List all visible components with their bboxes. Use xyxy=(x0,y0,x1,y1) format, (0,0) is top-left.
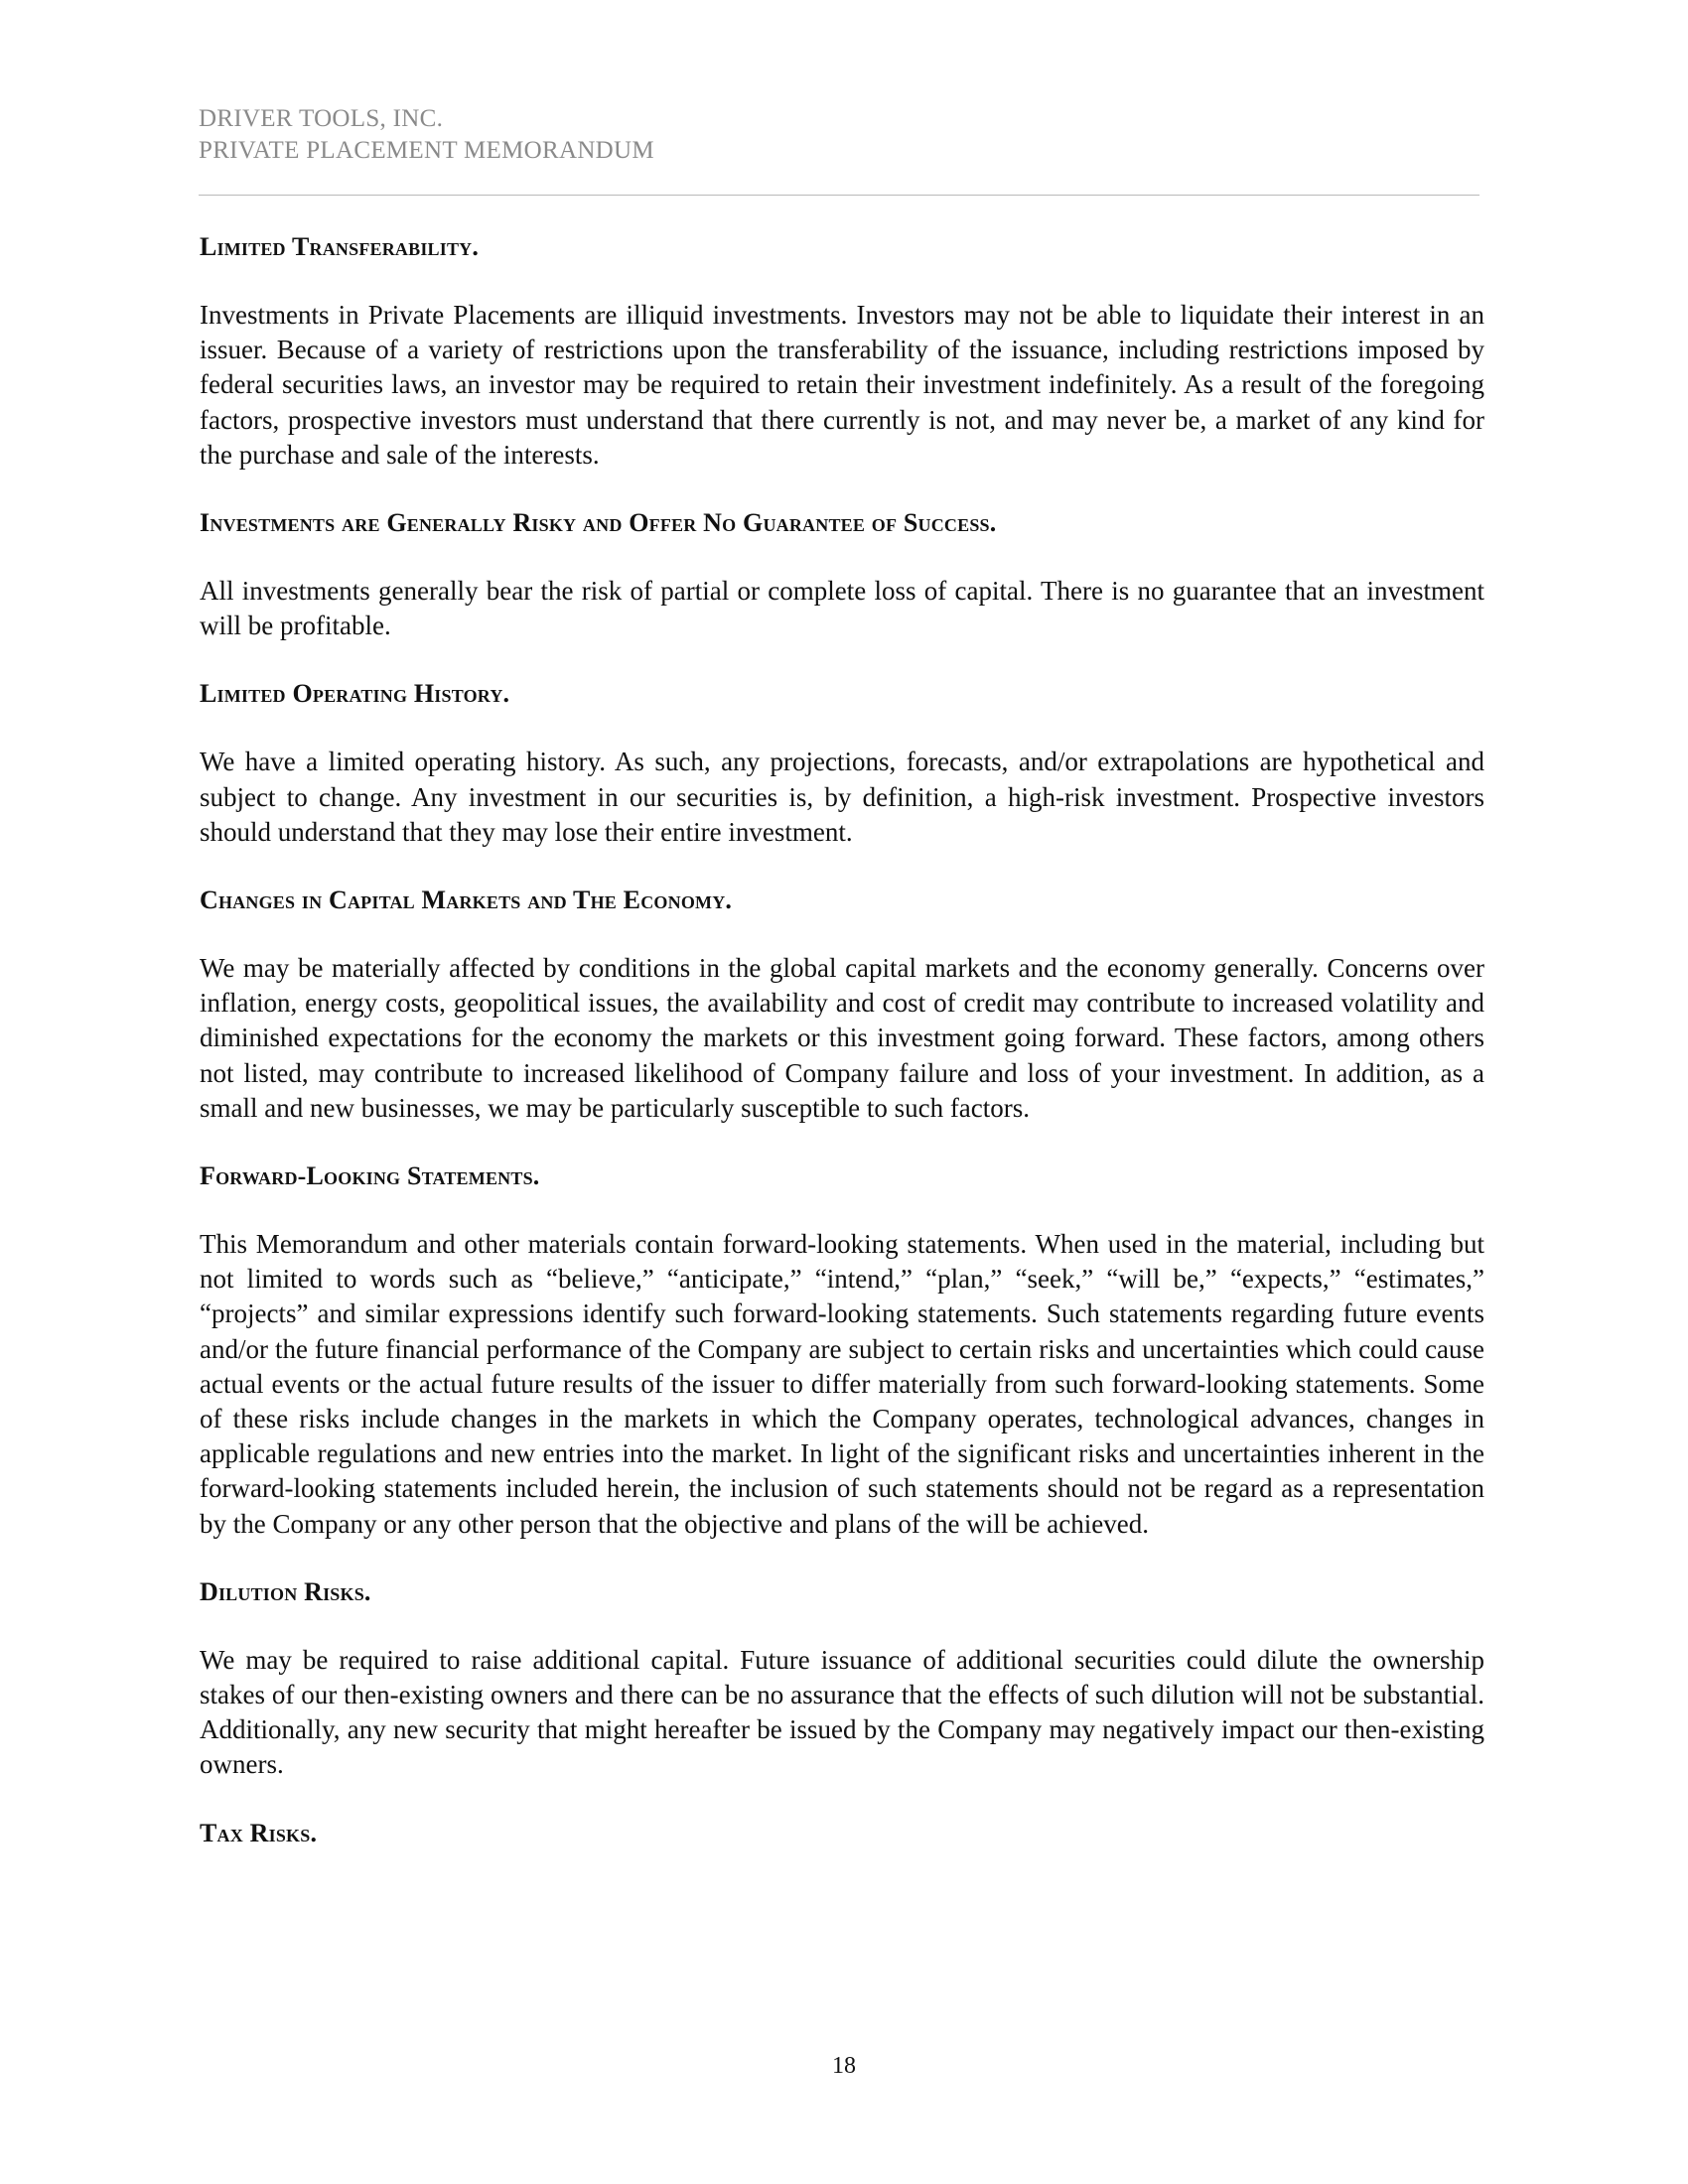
section-heading-forward-looking: Forward-Looking Statements. xyxy=(200,1161,540,1191)
section-body-capital-markets: We may be materially affected by conditions in the global capital markets and the economy generally. Concerns over inflation, energy costs, geopolitical issues, the availability and cost of credit may contribute to increased volatility and diminished expectations for the economy the markets or this investment going forward. These factors, among others not listed, may contribute to increased likelihood of Company failure and loss of your investment. In addition, as a small and new businesses, we may be particularly susceptible to such factors. xyxy=(200,953,1484,1123)
section-body-limited-operating-history: We have a limited operating history. As such, any projections, forecasts, and/or extrapolations are hypothetical and subject to change. Any investment in our securities is, by definition, a high-risk investment. Prospective investors should understand that they may lose their entire investment. xyxy=(200,747,1484,847)
page-number: 18 xyxy=(832,2053,856,2079)
section-heading-dilution-risks: Dilution Risks. xyxy=(200,1576,371,1606)
document-body xyxy=(200,230,1484,1884)
header-company: DRIVER TOOLS, INC. xyxy=(199,105,444,132)
section-heading-tax-risks: Tax Risks. xyxy=(200,1818,318,1847)
section-heading-limited-transferability: Limited Transferability. xyxy=(200,232,480,261)
section-heading-investments-risky: Investments are Generally Risky and Offer No Guarantee of Success. xyxy=(200,508,997,538)
section-heading-capital-markets: Changes in Capital Markets and The Economy. xyxy=(200,886,733,915)
header-divider xyxy=(199,195,1479,196)
section-body-dilution-risks: We may be required to raise additional capital. Future issuance of additional securities could dilute the ownership stakes of our then-existing owners and there can be no assurance that the effects of such dilution will not be substantial. Additionally, any new security that might hereafter be issued by the Company may negatively impact our then-existing owners. xyxy=(200,1644,1484,1780)
section-body-limited-transferability: Investments in Private Placements are illiquid investments. Investors may not be able to liquidate their interest in an issuer. Because of a variety of restrictions upon the transferability of the issuance, including restrictions imposed by federal securities laws, an investor may be required to retain their investment indefinitely. As a result of the foregoing factors, prospective investors must understand that there currently is not, and may never be, a market of any kind for the purchase and sale of the interests. xyxy=(200,300,1484,470)
header-document-title: PRIVATE PLACEMENT MEMORANDUM xyxy=(199,137,654,164)
page-header xyxy=(199,103,1479,167)
section-heading-limited-operating-history: Limited Operating History. xyxy=(200,679,510,709)
section-body-forward-looking: This Memorandum and other materials contain forward-looking statements. When used in the material, including but not limited to words such as “believe,” “anticipate,” “intend,” “plan,” “seek,” “will be,” “expects,” “estimates,” “projects” and similar expressions identify such forward-looking statements. Such statements regarding future events and/or the future financial performance of the Company are subject to certain risks and uncertainties which could cause actual events or the actual future results of the issuer to differ materially from such forward-looking statements. Some of these risks include changes in the markets in which the Company operates, technological advances, changes in applicable regulations and new entries into the market. In light of the significant risks and uncertainties inherent in the forward-looking statements included herein, the inclusion of such statements should not be regard as a representation by the Company or any other person that the objective and plans of the will be achieved. xyxy=(200,1229,1484,1539)
section-body-investments-risky: All investments generally bear the risk of partial or complete loss of capital. There is no guarantee that an investment will be profitable. xyxy=(200,576,1484,641)
